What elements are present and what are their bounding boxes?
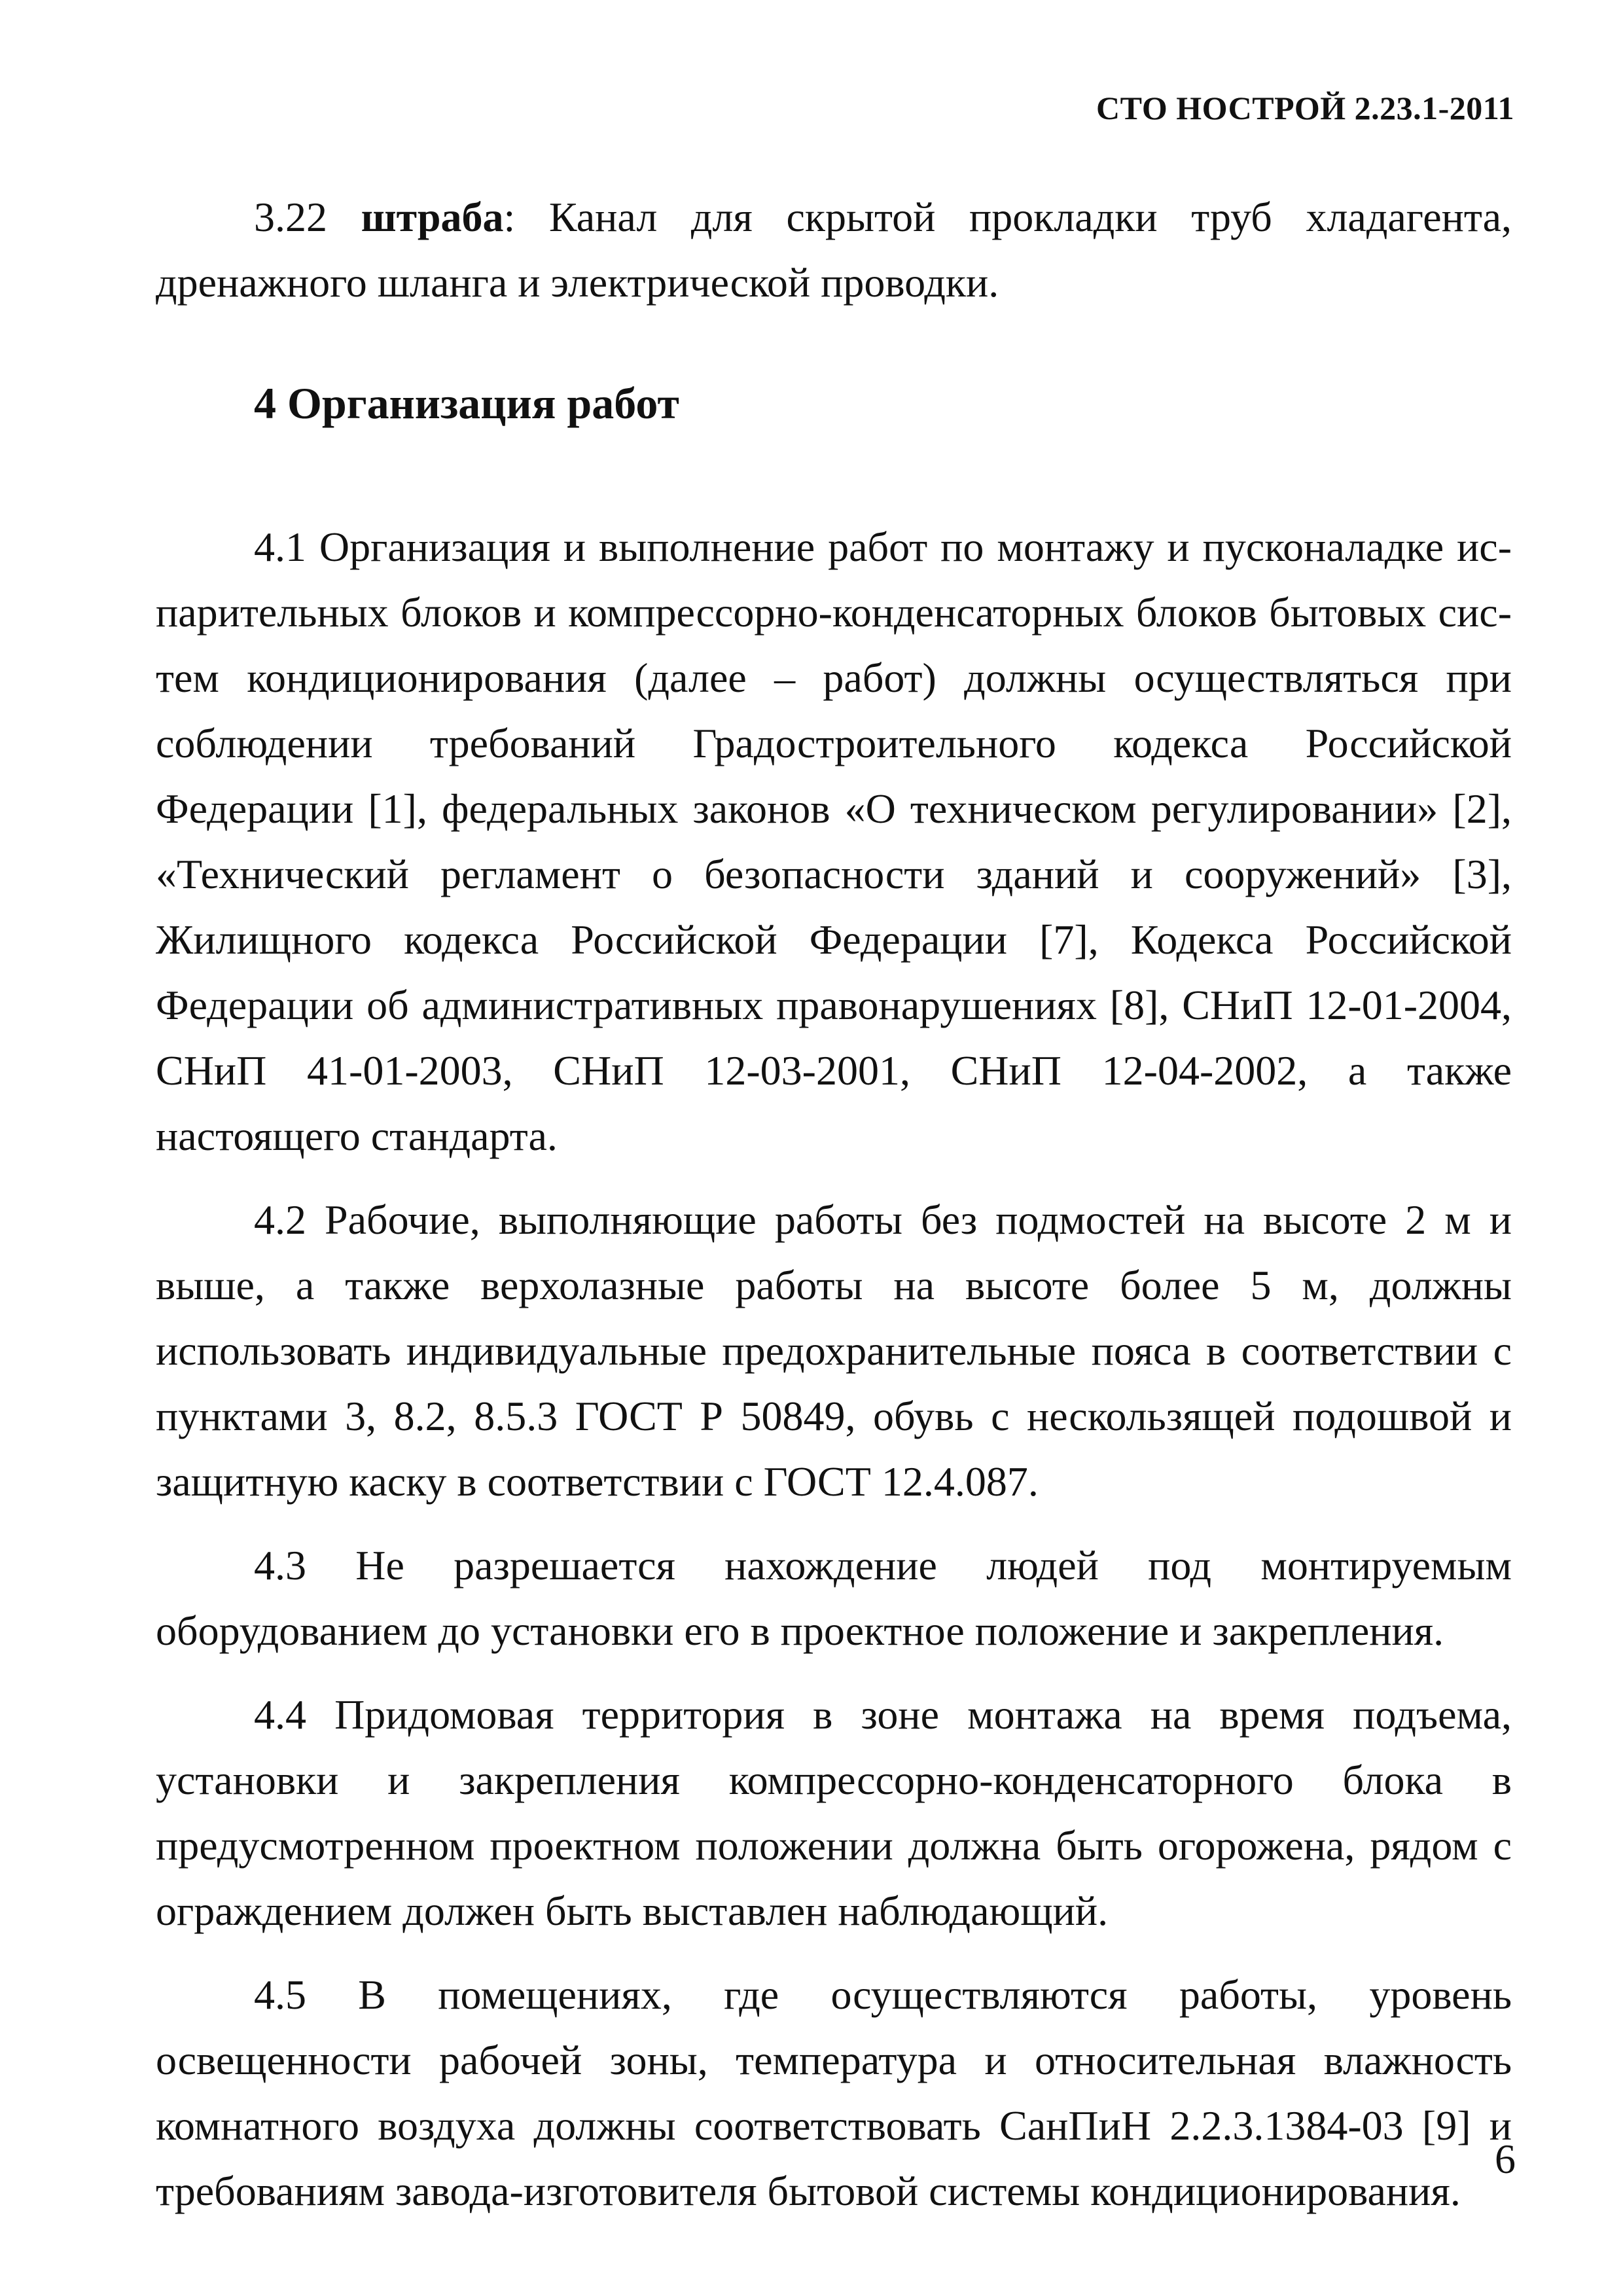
- section-heading: 4 Организация работ: [254, 378, 679, 428]
- paragraph-4-2: 4.2 Рабочие, выполняющие работы без подмостей на высоте 2 м и выше, а также верхолазные работы на высоте более 5 м, должны использовать индивидуальные предохранительные пояса в соответствии с пунктами 3, 8.2, 8.5.3 ГОСТ Р 50849, обувь с нескользящей подошвой и защитную каску в соответствии с ГОСТ 12.4.087.: [156, 1196, 1512, 1505]
- term-number: 3.22: [254, 194, 327, 240]
- paragraph-4-3-block: [156, 1533, 1512, 1664]
- paragraph-4-5: 4.5 В помещениях, где осуществляются работы, уровень освещенности рабочей зоны, температура и относительная влажность комнатного воздуха должны соответствовать СанПиН 2.2.3.1384-03 [9] и требованиям завода-изготовителя бытовой системы кондиционирования.: [156, 1971, 1512, 2214]
- paragraph-4-2-block: [156, 1187, 1512, 1515]
- document-code-header: СТО НОСТРОЙ 2.23.1-2011: [1096, 90, 1514, 126]
- term-definition-text: : Канал для скрытой прокладки труб хладагента, дренажного шланга и электрической проводки.: [156, 194, 1512, 306]
- paragraph-4-1-block: [156, 514, 1512, 1169]
- paragraph-4-4: 4.4 Придомовая территория в зоне монтажа на время подъема, установки и закрепления компрессорно-конденсаторного блока в предусмотренном проектном положении должна быть огорожена, рядом с ограждением должен быть выставлен наблюдающий.: [156, 1691, 1512, 1934]
- body-text: [156, 185, 1512, 2224]
- term-definition-3-22: [156, 185, 1512, 315]
- paragraph-4-5-block: [156, 1962, 1512, 2224]
- term-word: штраба: [361, 194, 504, 240]
- paragraph-4-1: 4.1 Организация и выполнение работ по монтажу и пусконаладке испарительных блоков и компрессорно-конденсаторных блоков бытовых систем кондиционирования (далее – работ) должны осуществляться при соблюдении требований Градостроительного кодекса Российской Федерации [1], федеральных законов «О техническом регулировании» [2], «Технический регламент о безопасности зданий и сооружений» [3], Жилищного кодекса Российской Федерации [7], Кодекса Российской Федерации об административных правонарушениях [8], СНиП 12-01-2004, СНиП 41-01-2003, СНиП 12-03-2001, СНиП 12-04-2002, а также настоящего стандарта.: [156, 524, 1512, 1159]
- page-number: 6: [1495, 2136, 1516, 2182]
- paragraph-4-3: 4.3 Не разрешается нахождение людей под монтируемым оборудованием до установки его в проектное положение и закрепления.: [156, 1542, 1512, 1654]
- paragraph-4-4-block: [156, 1682, 1512, 1944]
